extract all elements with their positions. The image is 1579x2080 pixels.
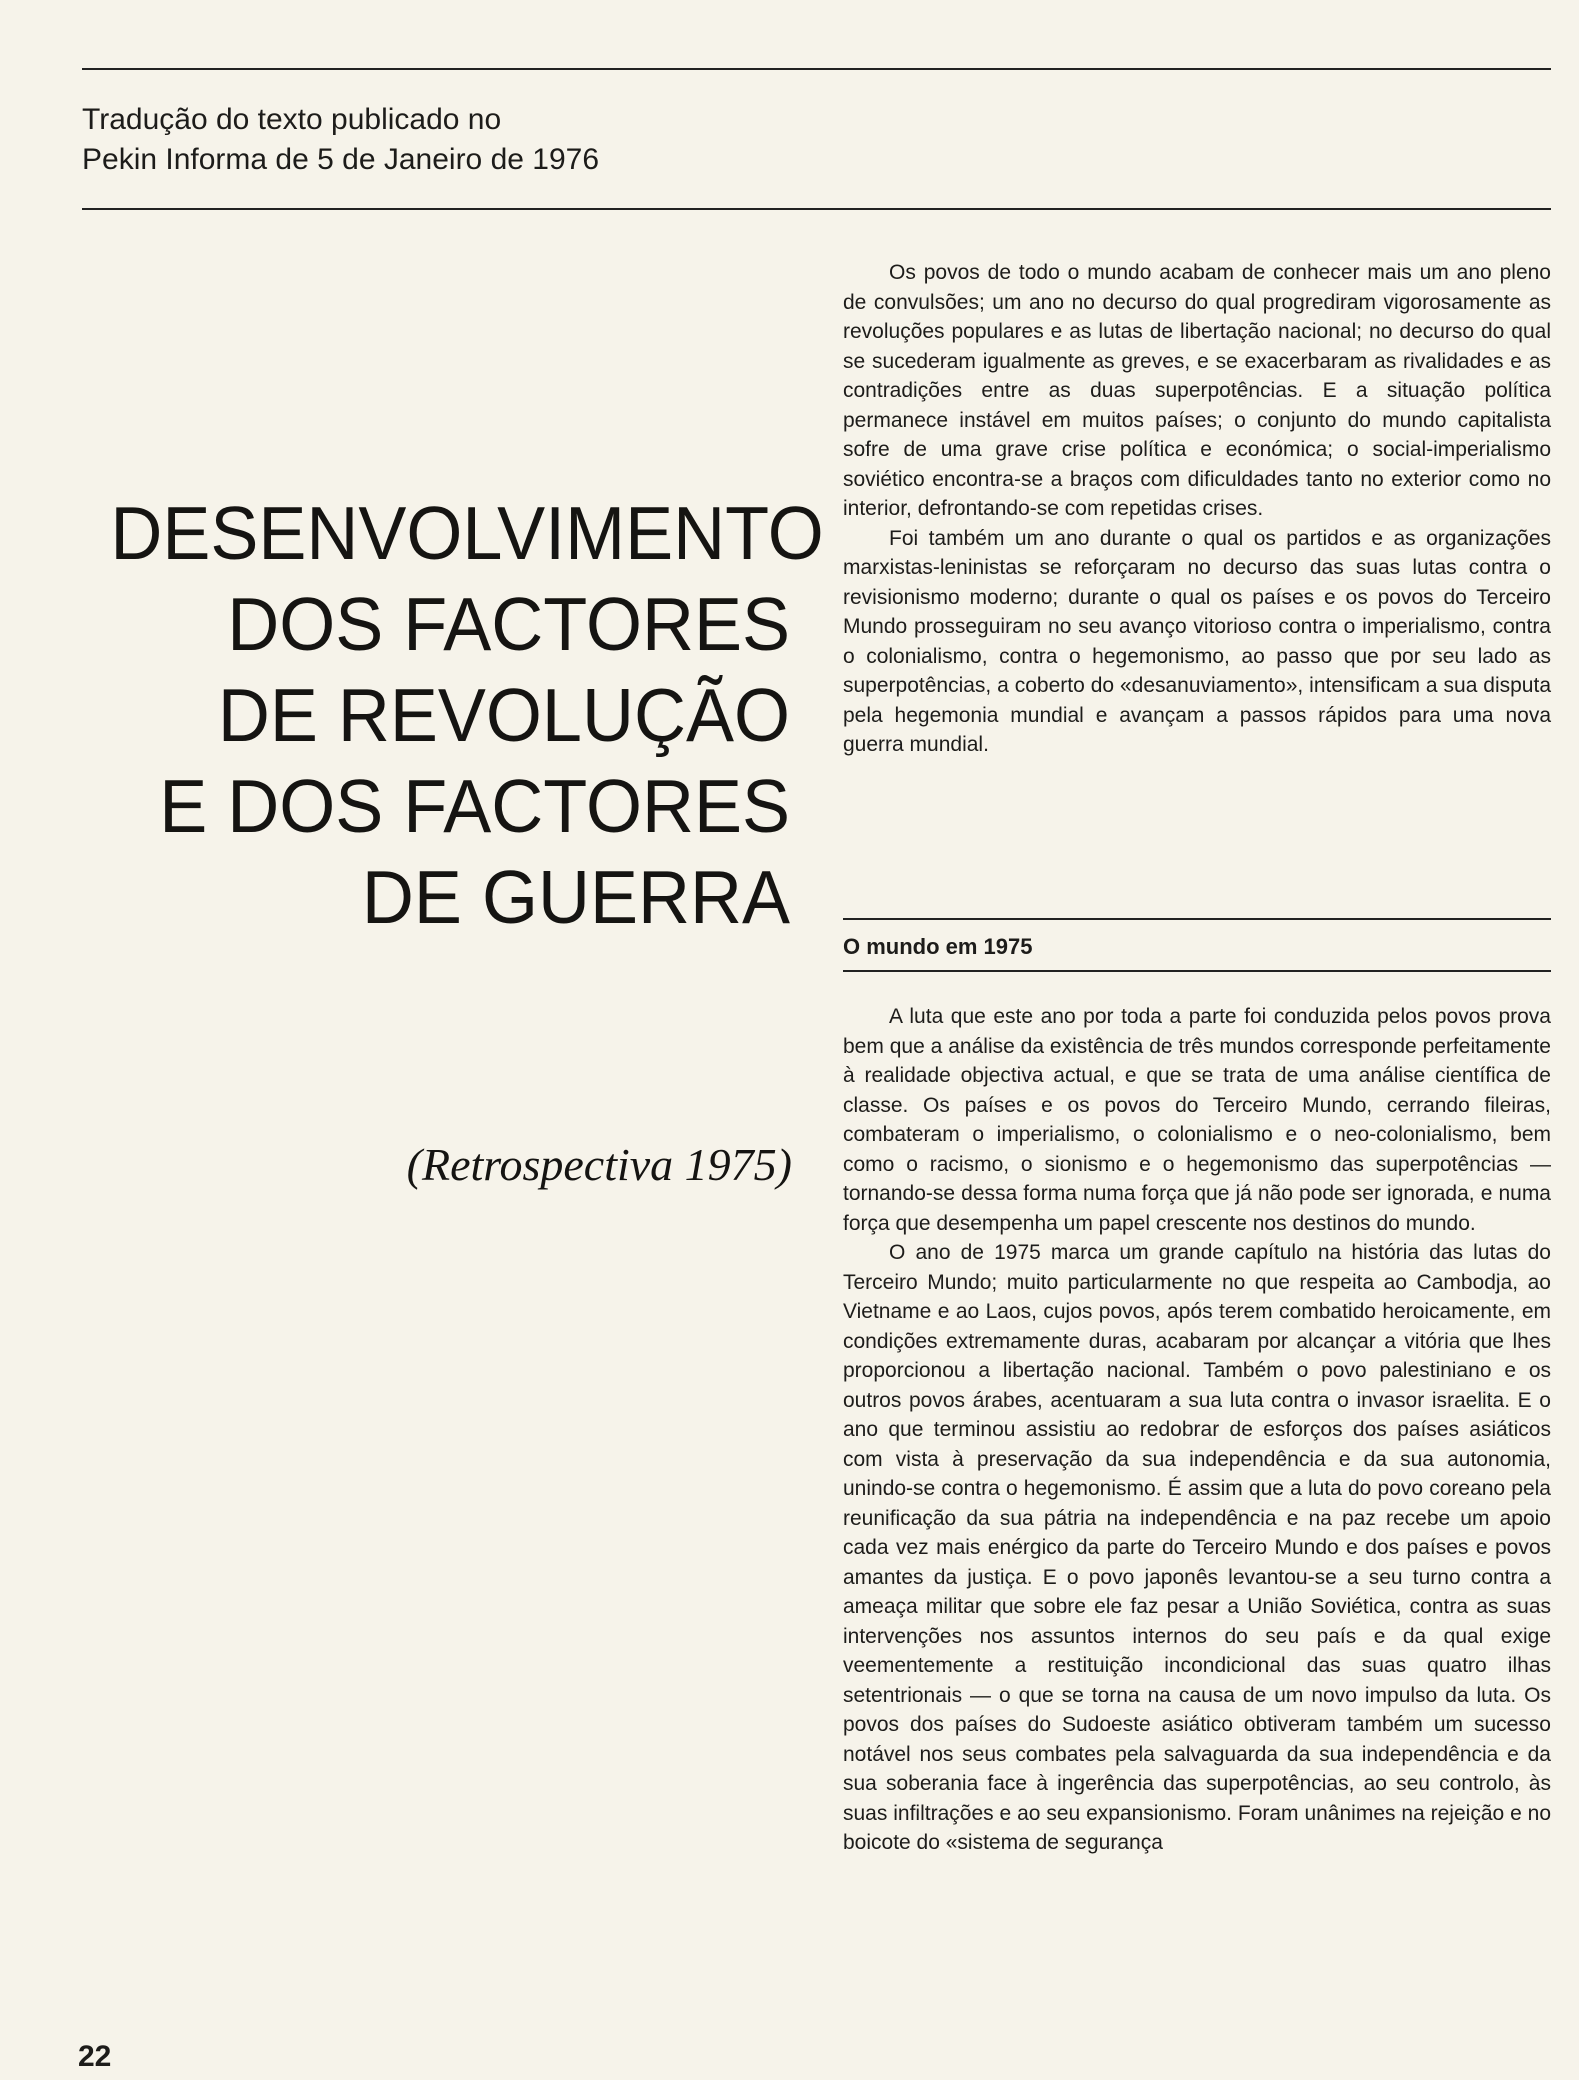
section-paragraph: A luta que este ano por toda a parte foi conduzida pelos povos prova bem que a análise da existência de três mundos corresponde perfeitamente à realidade objectiva actual, e que se trata de uma análise científica de classe. Os países e os povos do Terceiro Mundo, cerrando fileiras, combateram o imperialismo, o colonialismo e o neo-colonialismo, bem como o racismo, o sionismo e o hegemonismo das superpotências — tornando-se dessa forma numa força que já não pode ser ignorada, e numa força que desempenha um papel crescente nos destinos do mundo.: [843, 1005, 1551, 1235]
intro-paragraph: Foi também um ano durante o qual os partidos e as organizações marxistas-leninistas se reforçaram no decurso das suas lutas contra o revisionismo moderno; durante o qual os países e os povos do Terceiro Mundo prosseguiram no seu avanço vitorioso contra o imperialismo, contra o colonialismo, contra o hegemonismo, ao passo que por seu lado as superpotências, a coberto do «desanuviamento», intensificam a sua disputa pela hegemonia mundial e avançam a passos rápidos para uma nova guerra mundial.: [843, 526, 1551, 756]
page-number: 22: [78, 2040, 112, 2073]
headline: [110, 488, 824, 943]
section-paragraph: O ano de 1975 marca um grande capítulo na história das lutas do Terceiro Mundo; muito particularmente no que respeita ao Cambodja, ao Vietname e ao Laos, cujos povos, após terem combatido heroicamente, em condições extremamente duras, acabaram por alcançar a vitória que lhes proporcionou a libertação nacional. Também o povo palestiniano e os outros povos árabes, acentuaram a sua luta contra o invasor israelita. E o ano que terminou assistiu ao redobrar de esforços dos países asiáticos com vista à preservação da sua independência e da sua autonomia, unindo-se contra o hegemonismo. É assim que a luta do povo coreano pela reunificação da sua pátria na independência e na paz recebe um apoio cada vez mais enérgico da parte do Terceiro Mundo e dos países e povos amantes da justiça. E o povo japonês levantou-se a seu turno contra a ameaça militar que sobre ele faz pesar a União Soviética, contra as suas intervenções nos assuntos internos do seu país e da qual exige veementemente a restituição incondicional das suas quatro ilhas setentrionais — o que se torna na causa de um novo impulso da luta. Os povos dos países do Sudoeste asiático obtiveram também um sucesso notável nos seus combates pela salvaguarda da sua independência e da sua soberania face à ingerência das superpotências, ao seu controlo, às suas infiltrações e ao seu expansionismo. Foram unânimes na rejeição e no boicote do «sistema de segurança: [843, 1241, 1551, 1854]
section-top-rule: [843, 918, 1551, 920]
source-note-line: Pekin Informa de 5 de Janeiro de 1976: [82, 143, 600, 176]
source-bottom-rule: [82, 208, 1551, 210]
section-title: O mundo em 1975: [843, 934, 1033, 959]
intro-paragraph: Os povos de todo o mundo acabam de conhecer mais um ano pleno de convulsões; um ano no decurso do qual progrediram vigorosamente as revoluções populares e as lutas de libertação nacional; no decurso do qual se sucederam igualmente as greves, e se exacerbaram as rivalidades e as contradições entre as duas superpotências. E a situação política permanece instável em muitos países; o conjunto do mundo capitalista sofre de uma grave crise política e económica; o social-imperialismo soviético encontra-se a braços com dificuldades tanto no exterior como no interior, defrontando-se com repetidas crises.: [843, 261, 1551, 520]
section-bottom-rule: [843, 970, 1551, 972]
top-rule: [82, 68, 1551, 70]
subtitle: (Retrospectiva 1975): [406, 1139, 792, 1190]
headline-line: DE GUERRA: [361, 855, 790, 939]
source-note: [82, 100, 732, 180]
headline-line: DE REVOLUÇÃO: [217, 673, 791, 757]
headline-line: DESENVOLVIMENTO: [110, 491, 824, 575]
section-column: [843, 1002, 1551, 1858]
headline-line: DOS FACTORES: [227, 582, 791, 666]
intro-column: [843, 258, 1551, 760]
source-note-line: Tradução do texto publicado no: [82, 103, 502, 136]
headline-line: E DOS FACTORES: [159, 764, 790, 848]
